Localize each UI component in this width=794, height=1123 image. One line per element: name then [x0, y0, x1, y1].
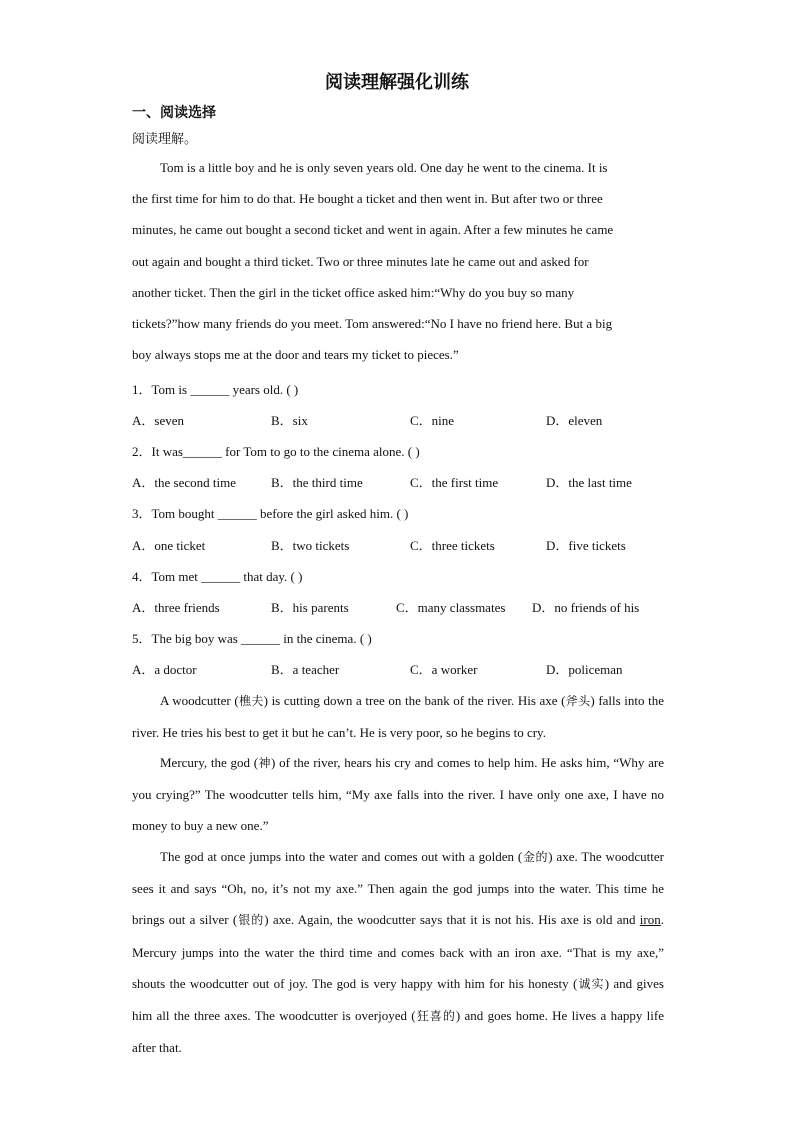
text-run: ) and goes home. He lives a happy life after that. [132, 1008, 664, 1056]
text-run: ) and gives him all the three axes. The woodcutter is overjoyed ( [132, 975, 664, 1024]
text-run: ) is cutting down a tree on the bank of the river. His axe ( [263, 693, 566, 708]
chinese-gloss: 银的 [237, 913, 265, 928]
question-5-options [132, 659, 672, 677]
chinese-gloss: 神 [258, 756, 272, 770]
question-2-options [132, 472, 672, 490]
passage-1-line: Tom is a little boy and he is only seven years old. One day he went to the cinema. It is [160, 160, 608, 175]
option-b[interactable]: B．the third time [271, 475, 363, 490]
option-b[interactable]: B．a teacher [271, 662, 340, 677]
passage-1-line: boy always stops me at the door and tears my ticket to pieces.” [132, 347, 459, 362]
option-c[interactable]: C．the first time [410, 475, 499, 490]
passage-2-paragraph-2 [132, 747, 664, 842]
question-3-options [132, 535, 672, 553]
option-d[interactable]: D．no friends of his [532, 600, 640, 615]
chinese-gloss: 诚实 [577, 976, 605, 991]
option-d[interactable]: D．eleven [546, 413, 603, 428]
passage-2-paragraph-3 [132, 841, 664, 1063]
chinese-gloss: 樵夫 [238, 694, 264, 708]
option-c[interactable]: C．nine [410, 413, 455, 428]
text-run: ) falls into the river. He tries his best to get it but he can’t. He is very poor, so he begins to cry. [132, 693, 664, 741]
option-d[interactable]: D．five tickets [546, 538, 626, 553]
question-5-stem: 5．The big boy was ______ in the cinema. ( ) [132, 631, 372, 646]
option-b[interactable]: B．two tickets [271, 538, 350, 553]
question-1-options [132, 410, 672, 428]
option-c[interactable]: C．a worker [410, 662, 478, 677]
text-run: ) axe. The woodcutter sees it and says “Oh, no, it’s not my axe.” Then again the god jumps into the water. This time he brings out a silver ( [132, 849, 664, 928]
option-a[interactable]: A．three friends [132, 600, 220, 615]
text-run: Mercury, the god ( [160, 755, 259, 770]
text-run: A woodcutter ( [160, 693, 239, 708]
option-a[interactable]: A．one ticket [132, 538, 206, 553]
option-a[interactable]: A．seven [132, 413, 184, 428]
question-2-stem: 2．It was______ for Tom to go to the cinema alone. ( ) [132, 444, 420, 459]
page-title: 阅读理解强化训练 [325, 72, 469, 93]
question-1-stem: 1．Tom is ______ years old. ( ) [132, 382, 299, 397]
text-run: ) of the river, hears his cry and comes to help him. He asks him, “Why are you crying?” The woodcutter tells him, “My axe falls into the river. I have only one axe, I have no money to buy a new one.” [132, 755, 664, 834]
option-b[interactable]: B．his parents [271, 600, 349, 615]
question-4-stem: 4．Tom met ______ that day. ( ) [132, 569, 303, 584]
option-d[interactable]: D．the last time [546, 475, 632, 490]
chinese-gloss: 斧头 [565, 694, 591, 708]
passage-1-line: minutes, he came out bought a second ticket and went in again. After a few minutes he came [132, 222, 614, 237]
chinese-gloss: 金的 [522, 850, 549, 864]
text-run: ) axe. Again, the woodcutter says that it is not his. His axe is old and [264, 912, 640, 928]
option-b[interactable]: B．six [271, 413, 308, 428]
question-4-options [132, 597, 672, 615]
option-a[interactable]: A．the second time [132, 475, 236, 490]
passage-1-line: the first time for him to do that. He bought a ticket and then went in. But after two or three [132, 191, 603, 206]
underlined-word: iron [639, 912, 661, 928]
option-c[interactable]: C．three tickets [410, 538, 495, 553]
option-c[interactable]: C．many classmates [396, 600, 506, 615]
passage-2-paragraph-1 [132, 685, 664, 748]
text-run: The god at once jumps into the water and comes out with a golden ( [160, 849, 523, 864]
chinese-gloss: 狂喜的 [415, 1009, 456, 1024]
passage-1-line: out again and bought a third ticket. Two or three minutes late he came out and asked for [132, 254, 589, 269]
passage-1-line: another ticket. Then the girl in the ticket office asked him:“Why do you buy so many [132, 285, 575, 300]
text-run: . Mercury jumps into the water the third time and comes back with an iron axe. “That is my axe,” shouts the woodcutter out of joy. The god is very happy with him for his honesty ( [132, 912, 664, 991]
section-heading: 一、阅读选择 [132, 105, 216, 121]
option-d[interactable]: D．policeman [546, 662, 623, 677]
question-3-stem: 3．Tom bought ______ before the girl asked him. ( ) [132, 506, 409, 521]
passage-1-line: tickets?”how many friends do you meet. Tom answered:“No I have no friend here. But a big [132, 316, 613, 331]
option-a[interactable]: A．a doctor [132, 662, 197, 677]
instruction-text: 阅读理解。 [132, 132, 198, 147]
